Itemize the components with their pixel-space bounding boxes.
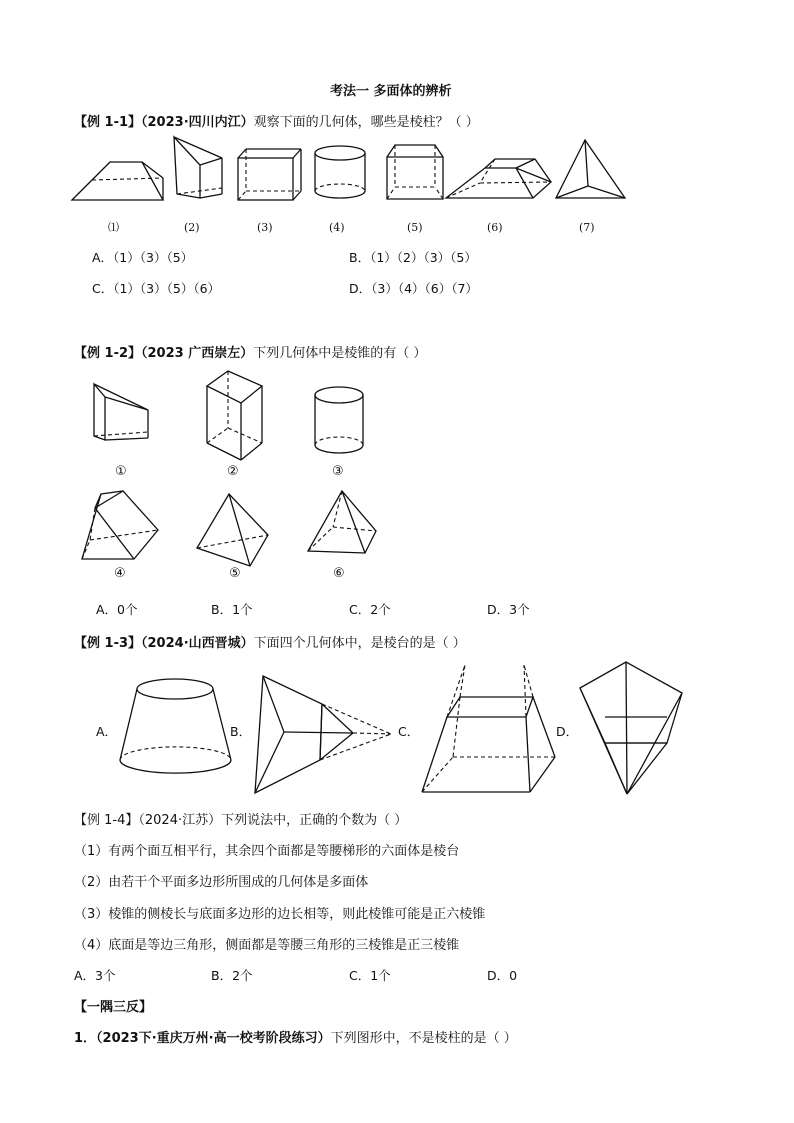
option-c: C．2个 bbox=[349, 602, 391, 617]
figure-1-3-a bbox=[120, 679, 231, 773]
practice-text: 下列图形中，不是棱柱的是（ ） bbox=[330, 1031, 517, 1046]
option-b: B．（1）（2）（3）（5） bbox=[349, 250, 477, 265]
example-text: 下面四个几何体中，是棱台的是（ ） bbox=[253, 636, 466, 651]
caption-1: ⑴ bbox=[108, 221, 119, 234]
example-1-4-question bbox=[74, 809, 407, 828]
caption-5: (5) bbox=[407, 221, 423, 234]
figure-label-d: D． bbox=[556, 724, 579, 739]
option-a: A．（1）（3）（5） bbox=[92, 250, 194, 265]
caption-circle-3: ③ bbox=[332, 464, 344, 479]
practice-number: 1． bbox=[74, 1031, 97, 1046]
example-text: 下列几何体中是棱锥的有（ ） bbox=[253, 346, 427, 361]
statement-3: （3）棱锥的侧棱长与底面多边形的边长相等，则此棱锥可能是正六棱锥 bbox=[74, 907, 486, 922]
caption-4: (4) bbox=[329, 221, 345, 234]
practice-source: （2023下·重庆万州·高一校考阶段练习） bbox=[96, 1031, 331, 1046]
option-d: D．（3）（4）（6）（7） bbox=[349, 281, 478, 296]
figure-label-c: C． bbox=[398, 724, 420, 739]
figure-label-b: B． bbox=[230, 724, 252, 739]
caption-3: (3) bbox=[257, 221, 273, 234]
option-d: D．0 bbox=[487, 968, 518, 983]
option-c: C．（1）（3）（5）（6） bbox=[92, 281, 221, 296]
option-b: B．1个 bbox=[211, 602, 253, 617]
caption-circle-1: ① bbox=[115, 464, 127, 479]
statement-2: （2）由若干个平面多边形所围成的几何体是多面体 bbox=[74, 875, 369, 890]
figure-label-a: A． bbox=[96, 724, 118, 739]
caption-circle-5: ⑤ bbox=[229, 566, 241, 581]
caption-circle-2: ② bbox=[227, 464, 239, 479]
caption-7: (7) bbox=[579, 221, 595, 234]
caption-6: (6) bbox=[487, 221, 503, 234]
example-tag: 【例 1-3】 bbox=[74, 636, 142, 651]
option-a: A．3个 bbox=[74, 968, 116, 983]
option-a: A．0个 bbox=[96, 602, 138, 617]
example-source: （2024·江苏） bbox=[138, 813, 222, 828]
figure-1-3-c bbox=[422, 665, 555, 792]
caption-circle-6: ⑥ bbox=[333, 566, 345, 581]
caption-2: (2) bbox=[184, 221, 200, 234]
page-title: 考法一 多面体的辨析 bbox=[330, 84, 452, 99]
statement-1: （1）有两个面互相平行，其余四个面都是等腰梯形的六面体是棱台 bbox=[74, 844, 460, 859]
option-d: D．3个 bbox=[487, 602, 530, 617]
example-tag: 【例 1-4】 bbox=[74, 813, 139, 828]
section-heading: 【一隅三反】 bbox=[74, 1000, 153, 1015]
example-source: （2023 广西崇左） bbox=[141, 346, 254, 361]
example-tag: 【例 1-1】 bbox=[74, 115, 142, 130]
example-text: 下列说法中，正确的个数为（ ） bbox=[221, 813, 408, 828]
example-tag: 【例 1-2】 bbox=[74, 346, 142, 361]
practice-1-question bbox=[74, 1027, 517, 1046]
statement-4: （4）底面是等边三角形，侧面都是等腰三角形的三棱锥是正三棱锥 bbox=[74, 938, 460, 953]
figure-1-3-b bbox=[255, 676, 391, 793]
example-source: （2024·山西晋城） bbox=[141, 636, 254, 651]
example-source: （2023·四川内江） bbox=[141, 115, 254, 130]
figure-1-3-d bbox=[580, 662, 682, 794]
option-c: C．1个 bbox=[349, 968, 391, 983]
option-b: B．2个 bbox=[211, 968, 253, 983]
example-text: 观察下面的几何体，哪些是棱柱？（ ） bbox=[253, 115, 479, 130]
caption-circle-4: ④ bbox=[114, 566, 126, 581]
